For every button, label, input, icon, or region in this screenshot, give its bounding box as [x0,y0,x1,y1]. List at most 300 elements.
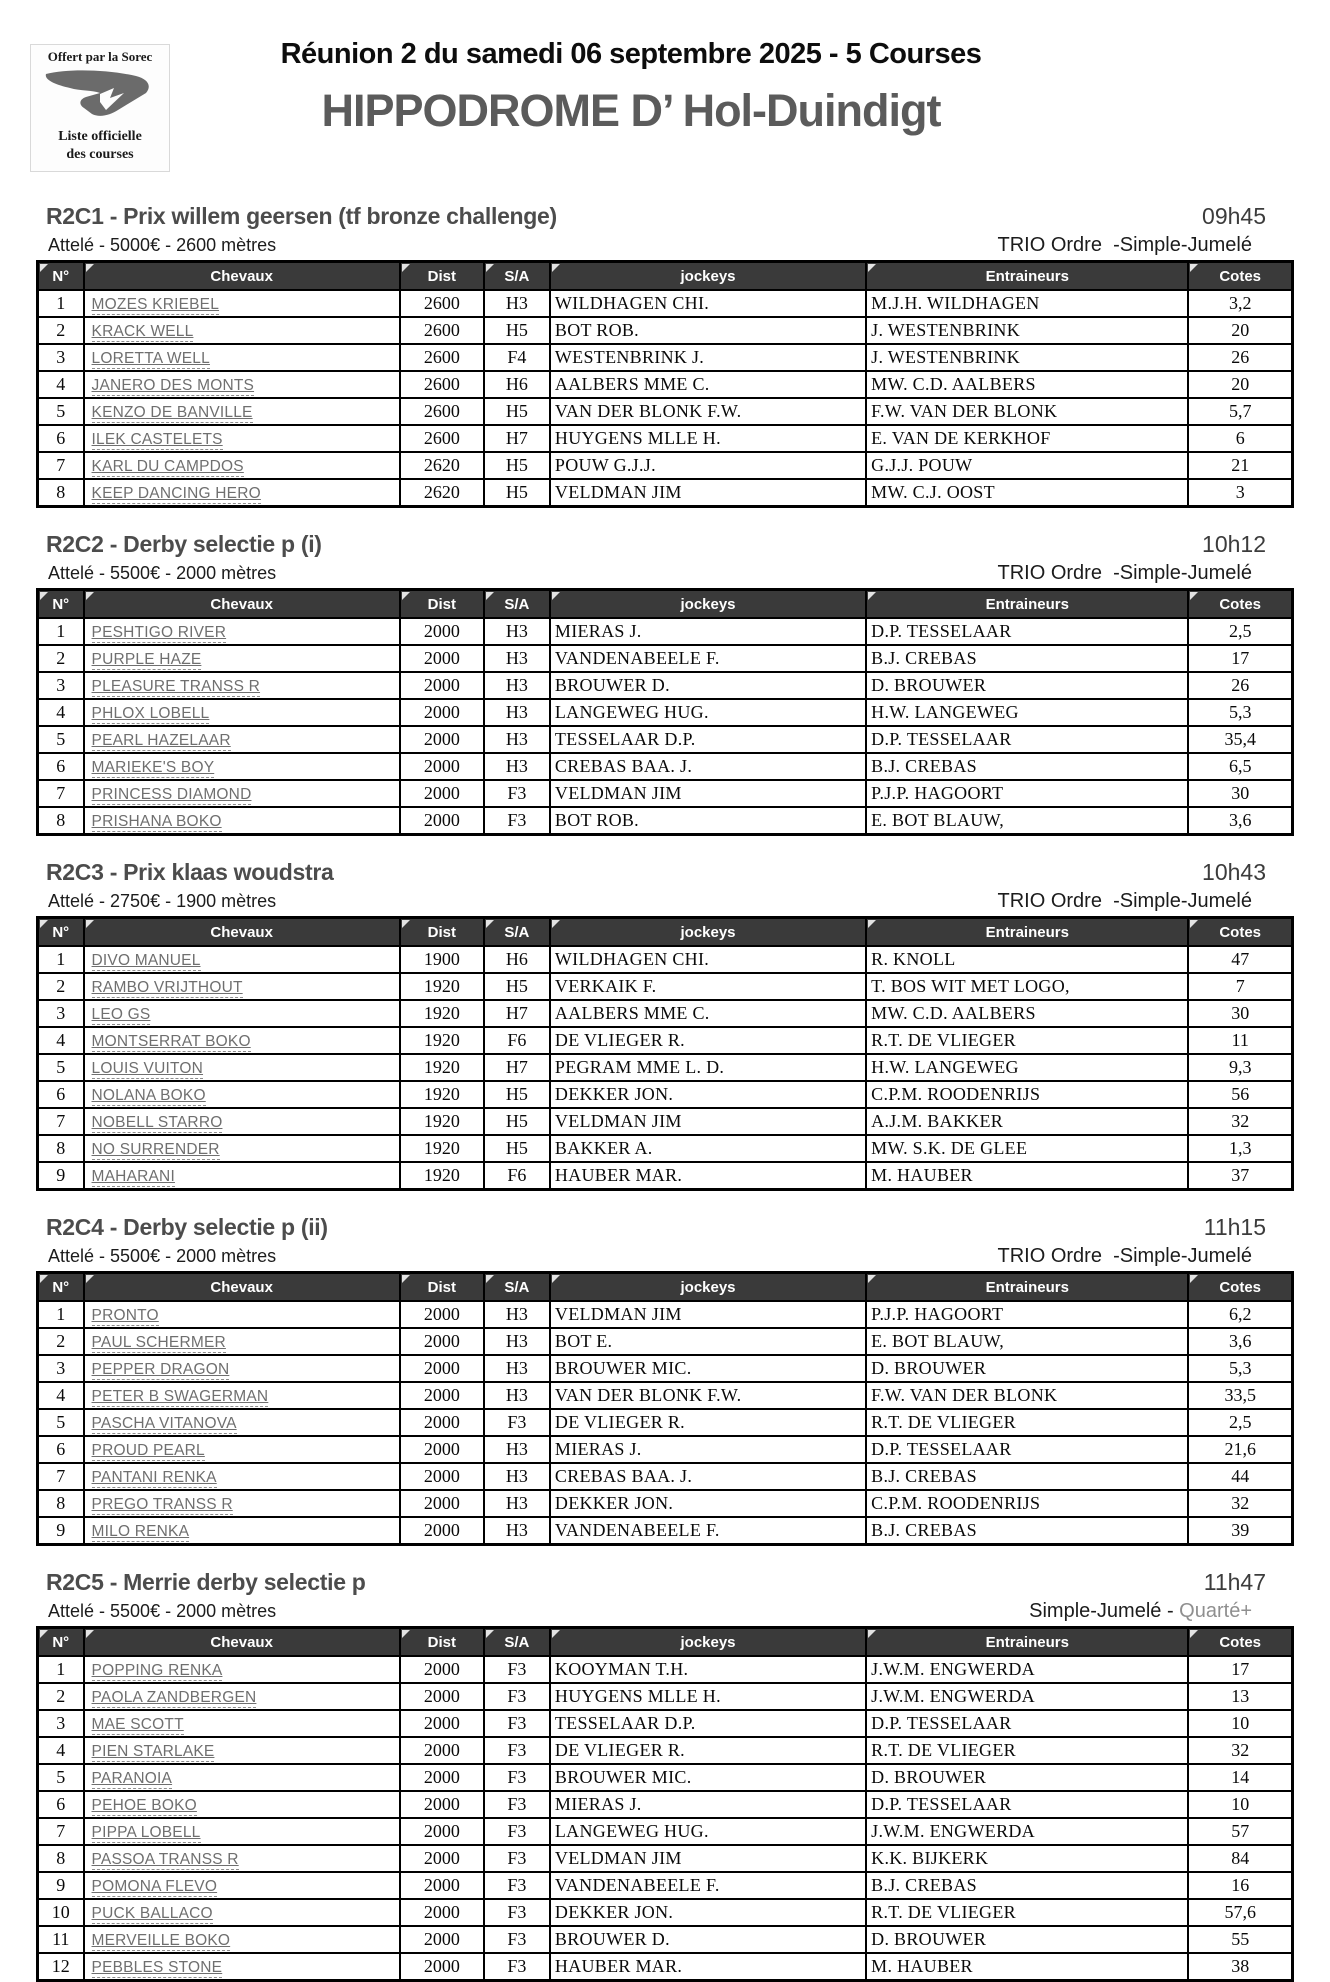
table-body [38,618,1293,835]
runner-odds: 3 [1188,479,1292,507]
race-title: R2C3 - Prix klaas woudstra [46,859,334,885]
runner-distance: 2000 [400,1490,484,1517]
horse-name-link[interactable]: KRACK WELL [91,323,194,340]
runner-jockey: DEKKER JON. [550,1081,866,1108]
runner-number: 6 [38,753,84,780]
filter-pin-icon [868,1630,876,1638]
runner-distance: 2000 [400,1899,484,1926]
horse-name-cell [84,371,400,398]
horse-name-cell [84,1845,400,1872]
filter-pin-icon [868,920,876,928]
horse-name-cell [84,479,400,507]
horse-name-link[interactable]: PEBBLES STONE [91,1959,223,1976]
runner-odds: 20 [1188,371,1292,398]
runner-sex-age: H7 [484,425,550,452]
runner-number: 8 [38,1845,84,1872]
runner-number: 2 [38,973,84,1000]
runner-distance: 2620 [400,479,484,507]
horse-name-cell [84,1818,400,1845]
runner-sex-age: H3 [484,726,550,753]
horse-name-link[interactable]: PUCK BALLACO [91,1905,213,1922]
col-header-label: Cotes [1219,1633,1262,1651]
col-header-label: N° [52,923,70,941]
table-row [38,398,1293,425]
horse-name-link[interactable]: MOZES KRIEBEL [91,296,220,313]
runner-odds: 32 [1188,1108,1292,1135]
horse-name-link[interactable]: MONTSERRAT BOKO [91,1033,251,1050]
table-row [38,1081,1293,1108]
col-header-trainer [866,262,1188,291]
runner-jockey: TESSELAAR D.P. [550,726,866,753]
runners-table [36,588,1294,836]
runner-distance: 2000 [400,1301,484,1328]
race-header-row [36,531,1294,558]
runner-jockey: KOOYMAN T.H. [550,1656,866,1683]
horse-name-link[interactable]: NOBELL STARRO [91,1114,223,1131]
runner-odds: 84 [1188,1845,1292,1872]
table-row [38,344,1293,371]
runner-trainer: D.P. TESSELAAR [866,1791,1188,1818]
runner-distance: 2000 [400,645,484,672]
runner-distance: 2000 [400,1710,484,1737]
runner-jockey: HUYGENS MLLE H. [550,425,866,452]
runner-sex-age: H6 [484,946,550,973]
runner-trainer: D.P. TESSELAAR [866,618,1188,645]
horse-name-link[interactable]: PRINCESS DIAMOND [91,786,252,803]
runner-trainer: D.P. TESSELAAR [866,1710,1188,1737]
runner-trainer: B.J. CREBAS [866,1463,1188,1490]
col-header-label: jockeys [680,1633,736,1651]
runner-number: 12 [38,1953,84,1981]
horse-name-link[interactable]: PETER B SWAGERMAN [91,1388,269,1405]
runner-number: 2 [38,317,84,344]
horse-name-cell [84,1135,400,1162]
runner-number: 7 [38,780,84,807]
horse-name-link[interactable]: PRISHANA BOKO [91,813,222,830]
horse-name-link[interactable]: POPPING RENKA [91,1662,223,1679]
runner-sex-age: H7 [484,1000,550,1027]
horse-name-cell [84,618,400,645]
runner-trainer: MW. C.D. AALBERS [866,1000,1188,1027]
horse-name-cell [84,317,400,344]
runner-number: 5 [38,726,84,753]
table-header [38,1628,1293,1657]
col-header-odds [1188,1628,1292,1657]
runner-odds: 3,6 [1188,1328,1292,1355]
runner-jockey: BOT ROB. [550,317,866,344]
horse-name-link[interactable]: PASCHA VITANOVA [91,1415,237,1432]
horse-name-cell [84,1953,400,1981]
filter-pin-icon [86,592,94,600]
table-row [38,1683,1293,1710]
race-header-row [36,1569,1294,1596]
runner-odds: 7 [1188,973,1292,1000]
race-start-time: 10h43 [1202,859,1266,885]
col-header-label: Entraineurs [985,923,1069,941]
runner-sex-age: F3 [484,1764,550,1791]
race-bets [998,562,1253,585]
runner-trainer: R. KNOLL [866,946,1188,973]
horse-name-cell [84,1872,400,1899]
filter-pin-icon [86,264,94,272]
runner-sex-age: H5 [484,1081,550,1108]
filter-pin-icon [486,920,494,928]
runner-trainer: P.J.P. HAGOORT [866,1301,1188,1328]
table-row [38,479,1293,507]
runner-odds: 3,2 [1188,290,1292,317]
runner-sex-age: F6 [484,1162,550,1190]
col-header-num [38,590,84,619]
runner-number: 3 [38,344,84,371]
col-header-label: Chevaux [210,267,273,285]
table-row [38,1926,1293,1953]
col-header-label: Chevaux [210,923,273,941]
horse-name-link[interactable]: PEARL HAZELAAR [91,732,231,749]
runner-trainer: D. BROUWER [866,1926,1188,1953]
filter-pin-icon [86,1275,94,1283]
runner-odds: 30 [1188,780,1292,807]
horse-name-cell [84,780,400,807]
runner-sex-age: H3 [484,1355,550,1382]
runner-sex-age: H3 [484,1490,550,1517]
horse-name-link[interactable]: LORETTA WELL [91,350,210,367]
race-conditions: Attelé - 5000€ - 2600 mètres [48,235,277,255]
horse-name-link[interactable]: POMONA FLEVO [91,1878,218,1895]
col-header-sa [484,1273,550,1302]
filter-pin-icon [486,1275,494,1283]
runner-trainer: J.W.M. ENGWERDA [866,1818,1188,1845]
runner-jockey: AALBERS MME C. [550,1000,866,1027]
horse-name-link[interactable]: LEO GS [91,1006,151,1023]
horse-name-cell [84,1764,400,1791]
runner-jockey: BROUWER MIC. [550,1764,866,1791]
runner-distance: 1920 [400,1162,484,1190]
runner-jockey: VANDENABEELE F. [550,645,866,672]
horse-name-cell [84,1409,400,1436]
runner-trainer: MW. C.J. OOST [866,479,1188,507]
runner-number: 9 [38,1517,84,1545]
runner-jockey: VERKAIK F. [550,973,866,1000]
runner-odds: 33,5 [1188,1382,1292,1409]
runner-distance: 2000 [400,1764,484,1791]
horse-name-link[interactable]: PASSOA TRANSS R [91,1851,239,1868]
race-conditions: Attelé - 2750€ - 1900 mètres [48,891,277,911]
col-header-label: Entraineurs [985,1278,1069,1296]
col-header-label: Entraineurs [985,1633,1069,1651]
filter-pin-icon [402,264,410,272]
runner-distance: 2600 [400,290,484,317]
runners-table [36,916,1294,1191]
runner-number: 7 [38,1818,84,1845]
filter-pin-icon [40,920,48,928]
runner-trainer: R.T. DE VLIEGER [866,1027,1188,1054]
runner-distance: 2000 [400,1355,484,1382]
runner-jockey: LANGEWEG HUG. [550,1818,866,1845]
table-row [38,1656,1293,1683]
runner-jockey: HUYGENS MLLE H. [550,1683,866,1710]
table-row [38,1436,1293,1463]
horse-name-link[interactable]: MAE SCOTT [91,1716,184,1733]
col-header-odds [1188,590,1292,619]
race-bets [998,234,1253,257]
race-section [36,1214,1294,1546]
runner-distance: 1920 [400,1027,484,1054]
col-header-sa [484,262,550,291]
runner-trainer: A.J.M. BAKKER [866,1108,1188,1135]
runner-distance: 2000 [400,618,484,645]
runner-distance: 2000 [400,1737,484,1764]
runner-number: 4 [38,371,84,398]
table-row [38,1355,1293,1382]
runners-table [36,260,1294,508]
horse-name-link[interactable]: PESHTIGO RIVER [91,624,227,641]
runner-number: 1 [38,1656,84,1683]
race-title: R2C1 - Prix willem geersen (tf bronze challenge) [46,203,557,229]
runner-number: 6 [38,1081,84,1108]
runner-number: 5 [38,1409,84,1436]
filter-pin-icon [868,592,876,600]
race-start-time: 09h45 [1202,203,1266,229]
runner-odds: 37 [1188,1162,1292,1190]
runner-jockey: MIERAS J. [550,1436,866,1463]
runner-distance: 1900 [400,946,484,973]
table-row [38,1791,1293,1818]
horse-name-link[interactable]: MARIEKE'S BOY [91,759,215,776]
runner-number: 4 [38,1027,84,1054]
runner-number: 4 [38,1737,84,1764]
horse-name-link[interactable]: PHLOX LOBELL [91,705,210,722]
col-header-horse [84,1628,400,1657]
runner-sex-age: F3 [484,1953,550,1981]
horse-name-cell [84,672,400,699]
runner-number: 9 [38,1872,84,1899]
table-row [38,425,1293,452]
race-section [36,1569,1294,1982]
horse-name-link[interactable]: KENZO DE BANVILLE [91,404,253,421]
horse-name-link[interactable]: PROUD PEARL [91,1442,205,1459]
runner-distance: 2000 [400,1683,484,1710]
filter-pin-icon [402,920,410,928]
runner-sex-age: F3 [484,1409,550,1436]
runner-odds: 11 [1188,1027,1292,1054]
runner-trainer: D. BROUWER [866,1355,1188,1382]
runner-number: 10 [38,1899,84,1926]
horse-name-link[interactable]: JANERO DES MONTS [91,377,255,394]
runner-trainer: E. BOT BLAUW, [866,1328,1188,1355]
header-row [38,1628,1293,1657]
runner-number: 2 [38,645,84,672]
horse-name-cell [84,1382,400,1409]
runner-jockey: BOT ROB. [550,807,866,835]
horse-name-link[interactable]: PURPLE HAZE [91,651,202,668]
col-header-jockey [550,1628,866,1657]
horse-name-cell [84,1683,400,1710]
horse-name-link[interactable]: PIPPA LOBELL [91,1824,201,1841]
table-body [38,946,1293,1190]
table-row [38,645,1293,672]
race-section [36,859,1294,1191]
runner-distance: 2600 [400,344,484,371]
filter-pin-icon [1190,920,1198,928]
col-header-label: Dist [427,595,456,613]
runner-trainer: MW. S.K. DE GLEE [866,1135,1188,1162]
horse-name-cell [84,1436,400,1463]
runner-trainer: C.P.M. ROODENRIJS [866,1490,1188,1517]
col-header-label: N° [52,267,70,285]
horse-name-link[interactable]: PREGO TRANSS R [91,1496,233,1513]
runner-sex-age: H3 [484,290,550,317]
runner-trainer: MW. C.D. AALBERS [866,371,1188,398]
runner-jockey: VELDMAN JIM [550,479,866,507]
col-header-jockey [550,262,866,291]
runner-odds: 26 [1188,344,1292,371]
filter-pin-icon [1190,1275,1198,1283]
runner-sex-age: H7 [484,1054,550,1081]
table-header [38,1273,1293,1302]
horse-name-cell [84,1656,400,1683]
table-body [38,290,1293,507]
runner-jockey: VELDMAN JIM [550,1301,866,1328]
race-bets [1029,1600,1252,1623]
horse-name-link[interactable]: PLEASURE TRANSS R [91,678,261,695]
horse-name-link[interactable]: MAHARANI [91,1168,175,1185]
runner-sex-age: H3 [484,1463,550,1490]
horse-name-link[interactable]: KARL DU CAMPDOS [91,458,244,475]
runner-trainer: E. BOT BLAUW, [866,807,1188,835]
meeting-title: Réunion 2 du samedi 06 septembre 2025 - 5 Courses [280,38,982,70]
runner-number: 2 [38,1328,84,1355]
race-bets-primary: Simple-Jumelé - [1029,1600,1180,1622]
runner-odds: 10 [1188,1791,1292,1818]
runner-jockey: LANGEWEG HUG. [550,699,866,726]
runner-sex-age: F3 [484,1899,550,1926]
col-header-label: jockeys [680,923,736,941]
runner-sex-age: F3 [484,780,550,807]
runner-number: 5 [38,1054,84,1081]
col-header-label: S/A [504,1633,530,1651]
runner-number: 8 [38,479,84,507]
table-row [38,371,1293,398]
runner-odds: 5,3 [1188,699,1292,726]
race-header-row [36,1214,1294,1241]
runner-sex-age: H3 [484,699,550,726]
runner-trainer: J.W.M. ENGWERDA [866,1656,1188,1683]
horse-name-cell [84,807,400,835]
horse-name-link[interactable]: PRONTO [91,1307,159,1324]
filter-pin-icon [868,1275,876,1283]
runner-distance: 1920 [400,1108,484,1135]
col-header-label: Dist [427,923,456,941]
runner-odds: 5,3 [1188,1355,1292,1382]
filter-pin-icon [868,264,876,272]
filter-pin-icon [552,1275,560,1283]
horse-name-link[interactable]: MILO RENKA [91,1523,190,1540]
runner-number: 7 [38,452,84,479]
runner-number: 5 [38,398,84,425]
horse-name-cell [84,1162,400,1190]
runner-jockey: VANDENABEELE F. [550,1517,866,1545]
race-conditions: Attelé - 5500€ - 2000 mètres [48,1246,277,1266]
runner-distance: 2600 [400,371,484,398]
horse-name-link[interactable]: PARANOIA [91,1770,173,1787]
runner-trainer: D. BROUWER [866,1764,1188,1791]
horse-name-link[interactable]: PAOLA ZANDBERGEN [91,1689,257,1706]
horse-logo-icon [40,66,160,128]
table-row [38,672,1293,699]
horse-name-link[interactable]: PIEN STARLAKE [91,1743,215,1760]
runner-odds: 35,4 [1188,726,1292,753]
runner-jockey: BROUWER MIC. [550,1355,866,1382]
table-row [38,1517,1293,1545]
runner-sex-age: H3 [484,1436,550,1463]
horse-name-cell [84,1054,400,1081]
runner-sex-age: F3 [484,1710,550,1737]
runner-jockey: WESTENBRINK J. [550,344,866,371]
table-body [38,1301,1293,1545]
horse-name-link[interactable]: MERVEILLE BOKO [91,1932,231,1949]
runner-odds: 39 [1188,1517,1292,1545]
col-header-dist [400,590,484,619]
col-header-odds [1188,918,1292,947]
runner-sex-age: F3 [484,1683,550,1710]
table-row [38,973,1293,1000]
runner-number: 3 [38,672,84,699]
runner-odds: 1,3 [1188,1135,1292,1162]
runner-jockey: VANDENABEELE F. [550,1872,866,1899]
runner-sex-age: H5 [484,317,550,344]
race-bets-primary: TRIO Ordre -Simple-Jumelé [997,562,1252,584]
runner-sex-age: H3 [484,1382,550,1409]
race-bets-primary: TRIO Ordre -Simple-Jumelé [997,1245,1252,1267]
runner-sex-age: H5 [484,398,550,425]
table-row [38,1301,1293,1328]
table-row [38,1409,1293,1436]
runner-sex-age: F3 [484,1656,550,1683]
runner-odds: 2,5 [1188,618,1292,645]
horse-name-link[interactable]: KEEP DANCING HERO [91,485,261,502]
col-header-label: Entraineurs [985,595,1069,613]
runner-odds: 47 [1188,946,1292,973]
runner-number: 9 [38,1162,84,1190]
runner-sex-age: H3 [484,753,550,780]
runner-distance: 2000 [400,1845,484,1872]
horse-name-link[interactable]: PEPPER DRAGON [91,1361,230,1378]
horse-name-link[interactable]: PAUL SCHERMER [91,1334,226,1351]
horse-name-link[interactable]: NOLANA BOKO [91,1087,206,1104]
runner-number: 4 [38,1382,84,1409]
runner-odds: 6 [1188,425,1292,452]
horse-name-link[interactable]: PANTANI RENKA [91,1469,217,1486]
horse-name-link[interactable]: PEHOE BOKO [91,1797,197,1814]
horse-name-link[interactable]: RAMBO VRIJTHOUT [91,979,243,996]
runner-trainer: D. BROUWER [866,672,1188,699]
horse-name-link[interactable]: DIVO MANUEL [91,952,201,969]
table-row [38,1764,1293,1791]
horse-name-link[interactable]: ILEK CASTELETS [91,431,223,448]
runner-jockey: DE VLIEGER R. [550,1409,866,1436]
runner-odds: 9,3 [1188,1054,1292,1081]
runner-trainer: F.W. VAN DER BLONK [866,398,1188,425]
col-header-trainer [866,590,1188,619]
col-header-jockey [550,1273,866,1302]
horse-name-link[interactable]: LOUIS VUITON [91,1060,204,1077]
horse-name-link[interactable]: NO SURRENDER [91,1141,220,1158]
table-header [38,918,1293,947]
filter-pin-icon [486,1630,494,1638]
logo-line-courses: des courses [66,146,134,162]
col-header-odds [1188,262,1292,291]
runner-sex-age: H5 [484,973,550,1000]
